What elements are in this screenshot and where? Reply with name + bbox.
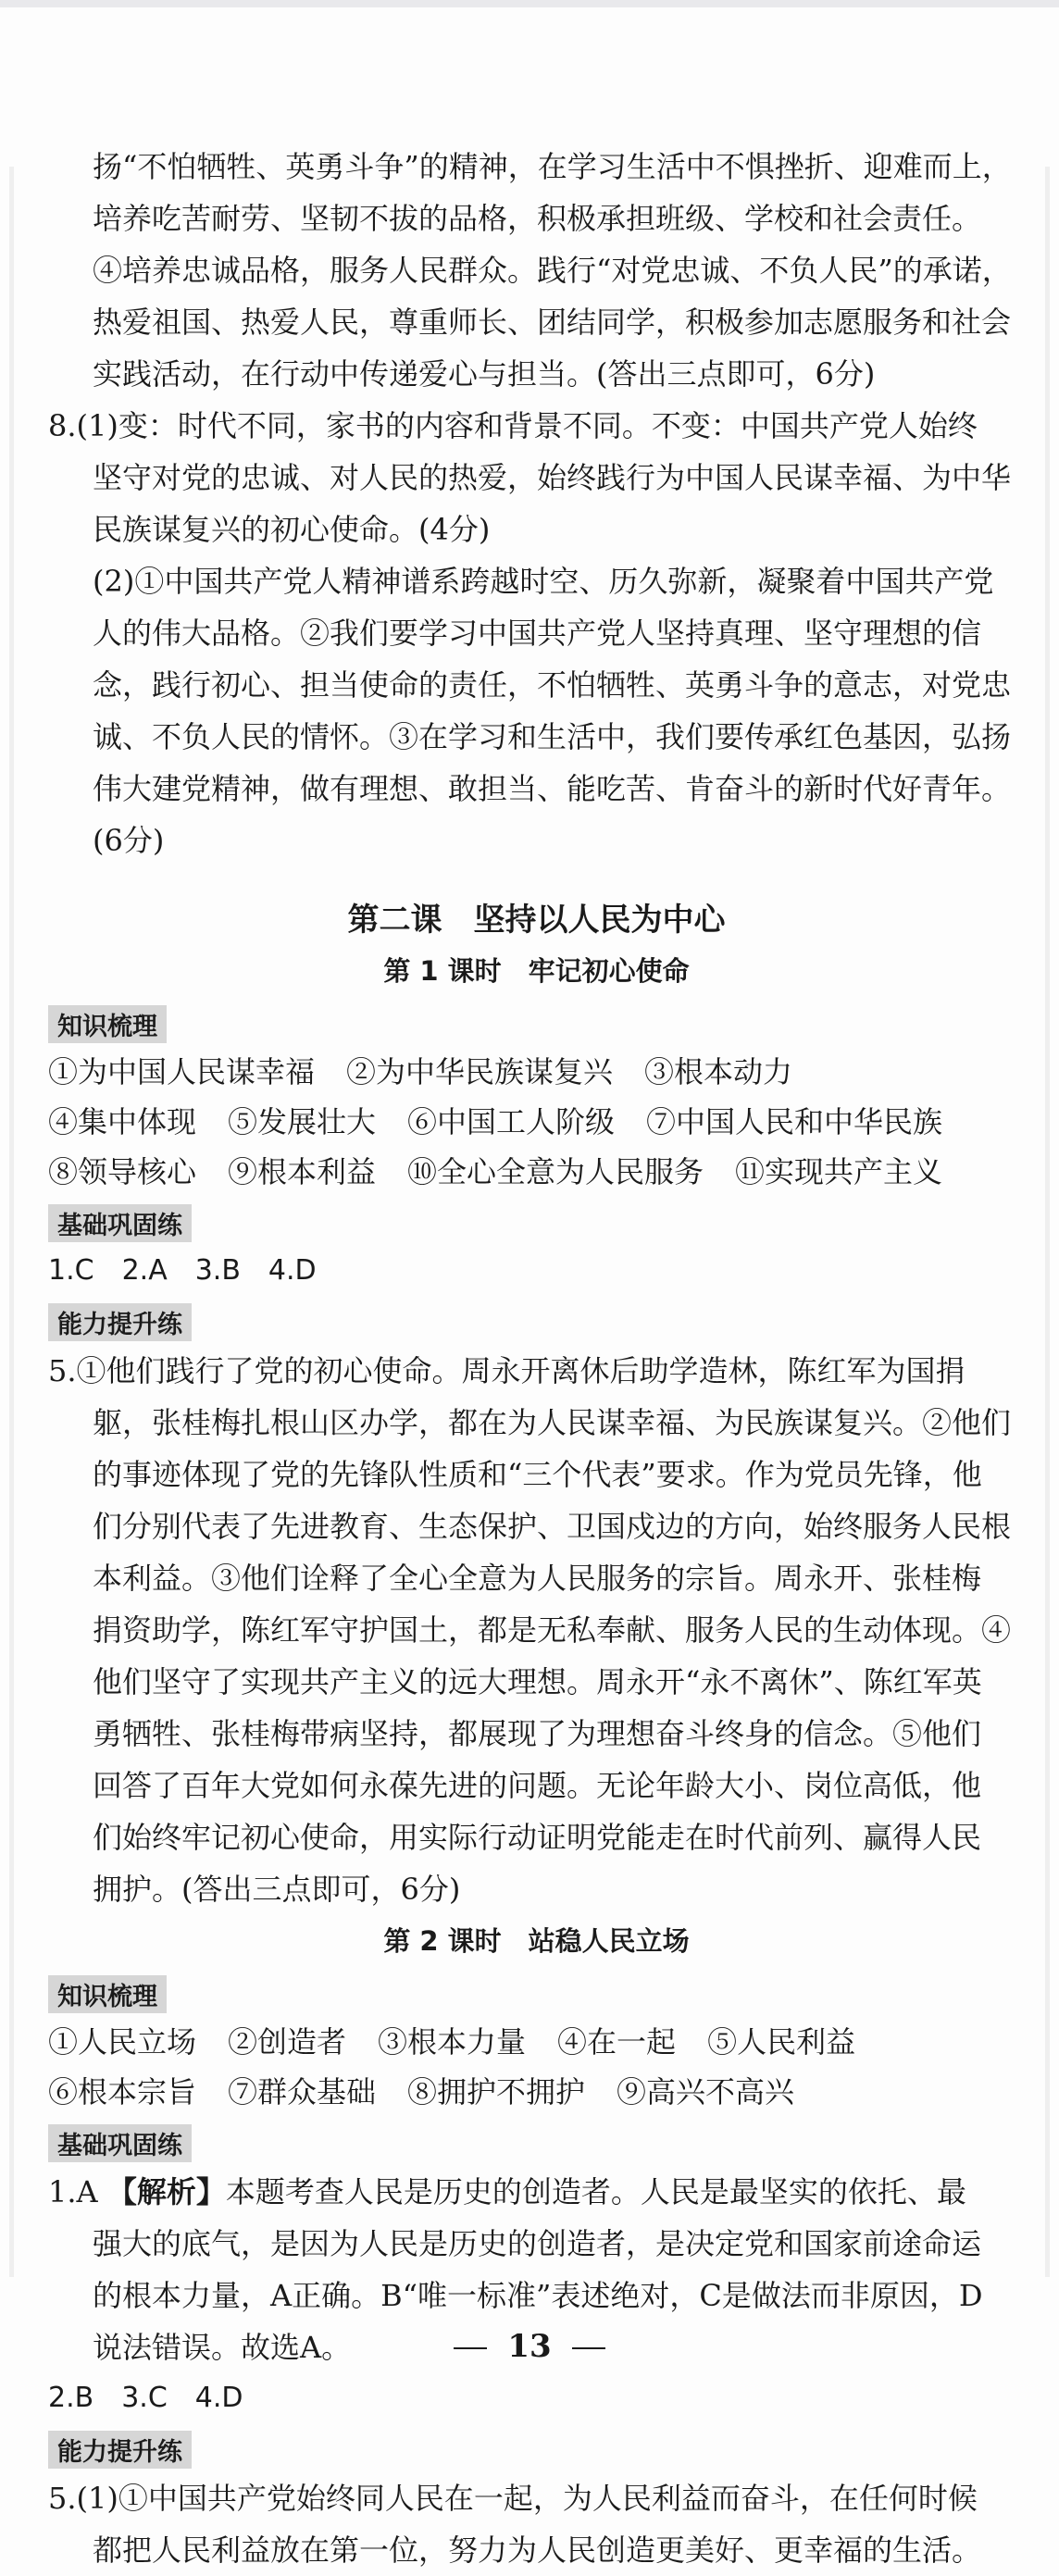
dash-left	[454, 2347, 487, 2349]
ability-tag: 能力提升练	[48, 1303, 192, 1341]
knowledge-item: ⑥根本宗旨	[48, 2074, 197, 2109]
text-line: 念，践行初心、担当使命的责任，不怕牺牲、英勇斗争的意志，对党忠	[93, 667, 1012, 703]
text-line	[48, 2166, 1025, 2218]
text-line: ④培养忠诚品格，服务人民群众。践行“对党忠诚、不负人民”的承诺，	[93, 253, 1012, 288]
knowledge-item: ⑪实现共产主义	[735, 1154, 943, 1189]
knowledge-item: ⑥中国工人阶级	[407, 1104, 616, 1139]
knowledge-list	[48, 1047, 1025, 1197]
knowledge-list	[48, 2017, 1025, 2117]
text-line: 实践活动，在行动中传递爱心与担当。(答出三点即可，6分)	[93, 356, 876, 392]
question-8-answer	[48, 400, 1025, 866]
text-line: 8.(1)变：时代不同，家书的内容和背景不同。不变：中国共产党人始终	[48, 408, 978, 443]
text-line: 他们坚守了实现共产主义的远大理想。周永开“永不离休”、陈红军英	[93, 1664, 982, 1699]
knowledge-row	[48, 2067, 1025, 2117]
text-line: 坚守对党的忠诚、对人民的热爱，始终践行为中国人民谋幸福、为中华	[93, 460, 1012, 495]
knowledge-item: ⑤人民利益	[707, 2024, 856, 2060]
text-line: 人的伟大品格。②我们要学习中国共产党人坚持真理、坚守理想的信	[93, 616, 982, 651]
ability-tag: 能力提升练	[48, 2431, 192, 2469]
page-number-text: 13	[507, 2328, 552, 2365]
text-line: 本利益。③他们诠释了全心全意为人民服务的宗旨。周永开、张桂梅	[93, 1561, 982, 1596]
basic-answers: 1.C 2.A 3.B 4.D	[48, 1254, 317, 1287]
answer-choice: 1.A	[48, 2174, 98, 2209]
knowledge-row	[48, 1047, 1025, 1097]
period-1-title: 第 1 课时 牢记初心使命	[383, 955, 690, 987]
text-line: 伟大建党精神，做有理想、敢担当、能吃苦、肯奋斗的新时代好青年。	[93, 771, 1012, 806]
text-line: (6分)	[93, 823, 165, 858]
text-line: 的事迹体现了党的先锋队性质和“三个代表”要求。作为党员先锋，他	[93, 1457, 982, 1492]
right-gutter	[1045, 167, 1050, 2277]
dash-right	[572, 2347, 605, 2349]
left-gutter	[9, 167, 14, 2277]
knowledge-item: ⑤发展壮大	[228, 1104, 377, 1139]
knowledge-item: ②为中华民族谋复兴	[346, 1054, 614, 1089]
analysis-text: 本题考查人民是历史的创造者。人民是最坚实的依托、最	[225, 2174, 966, 2209]
text-line: (2)①中国共产党人精神谱系跨越时空、历久弥新，凝聚着中国共产党	[93, 564, 994, 599]
text-line: 们分别代表了先进教育、生态保护、卫国戍边的方向，始终服务人民根	[93, 1509, 1012, 1544]
text-line: 说法错误。故选A。	[93, 2330, 352, 2365]
ability-answer	[48, 2472, 1025, 2576]
text-line: 都把人民利益放在第一位，努力为人民创造更美好、更幸福的生活。	[93, 2532, 982, 2568]
knowledge-item: ③根本动力	[644, 1054, 793, 1089]
basic-answers: 2.B 3.C 4.D	[48, 2382, 243, 2414]
basic-tag: 基础巩固练	[48, 2124, 192, 2162]
knowledge-tag: 知识梳理	[48, 1975, 167, 2013]
text-line: 们始终牢记初心使命，用实际行动证明党能走在时代前列、赢得人民	[93, 1820, 982, 1855]
basic-tag: 基础巩固练	[48, 1204, 192, 1242]
knowledge-item: ④集中体现	[48, 1104, 197, 1139]
knowledge-row	[48, 1147, 1025, 1197]
knowledge-item: ⑦群众基础	[228, 2074, 377, 2109]
period-2-title: 第 2 课时 站稳人民立场	[383, 1925, 690, 1957]
analysis-label: 【解析】	[106, 2174, 226, 2209]
text-line: 热爱祖国、热爱人民，尊重师长、团结同学，积极参加志愿服务和社会	[93, 305, 1012, 340]
text-line: 民族谋复兴的初心使命。(4分)	[93, 512, 491, 547]
lesson-title: 第二课 坚持以人民为中心	[347, 902, 726, 939]
text-line: 拥护。(答出三点即可，6分)	[93, 1872, 461, 1907]
knowledge-item: ①人民立场	[48, 2024, 197, 2060]
text-line: 培养吃苦耐劳、坚韧不拔的品格，积极承担班级、学校和社会责任。	[93, 201, 982, 236]
ability-answer	[48, 1345, 1025, 1915]
text-line: 勇牺牲、张桂梅带病坚持，都展现了为理想奋斗终身的信念。⑤他们	[93, 1716, 982, 1751]
knowledge-item: ③根本力量	[378, 2024, 527, 2060]
knowledge-item: ⑦中国人民和中华民族	[646, 1104, 943, 1139]
knowledge-row	[48, 1097, 1025, 1147]
text-line: 扬“不怕牺牲、英勇斗争”的精神，在学习生活中不惧挫折、迎难而上，	[93, 149, 1012, 184]
text-line: 的根本力量，A正确。B“唯一标准”表述绝对，C是做法而非原因，D	[93, 2278, 983, 2313]
knowledge-item: ⑨根本利益	[228, 1154, 377, 1189]
text-line: 5.(1)①中国共产党始终同人民在一起，为人民利益而奋斗，在任何时候	[48, 2481, 978, 2516]
knowledge-item: ⑧领导核心	[48, 1154, 197, 1189]
text-line: 躯，张桂梅扎根山区办学，都在为人民谋幸福、为民族谋复兴。②他们	[93, 1405, 1012, 1440]
knowledge-tag: 知识梳理	[48, 1005, 167, 1043]
knowledge-item: ④在一起	[557, 2024, 677, 2060]
page-number	[0, 2328, 1059, 2365]
knowledge-item: ②创造者	[228, 2024, 347, 2060]
text-line: 捐资助学，陈红军守护国土，都是无私奉献、服务人民的生动体现。④	[93, 1612, 1012, 1648]
knowledge-item: ⑨高兴不高兴	[617, 2074, 795, 2109]
text-line: 5.①他们践行了党的初心使命。周永开离休后助学造林，陈红军为国捐	[48, 1353, 966, 1388]
knowledge-item: ⑧拥护不拥护	[407, 2074, 586, 2109]
text-line: 诚、不负人民的情怀。③在学习和生活中，我们要传承红色基因，弘扬	[93, 719, 1012, 754]
text-line: 强大的底气，是因为人民是历史的创造者，是决定党和国家前途命运	[93, 2226, 982, 2261]
top-border	[0, 0, 1059, 7]
page-content	[48, 141, 1025, 2576]
knowledge-row	[48, 2017, 1025, 2067]
knowledge-item: ⑩全心全意为人民服务	[407, 1154, 704, 1189]
knowledge-item: ①为中国人民谋幸福	[48, 1054, 316, 1089]
text-line: 回答了百年大党如何永葆先进的问题。无论年龄大小、岗位高低，他	[93, 1768, 982, 1803]
continued-answer	[48, 141, 1025, 400]
